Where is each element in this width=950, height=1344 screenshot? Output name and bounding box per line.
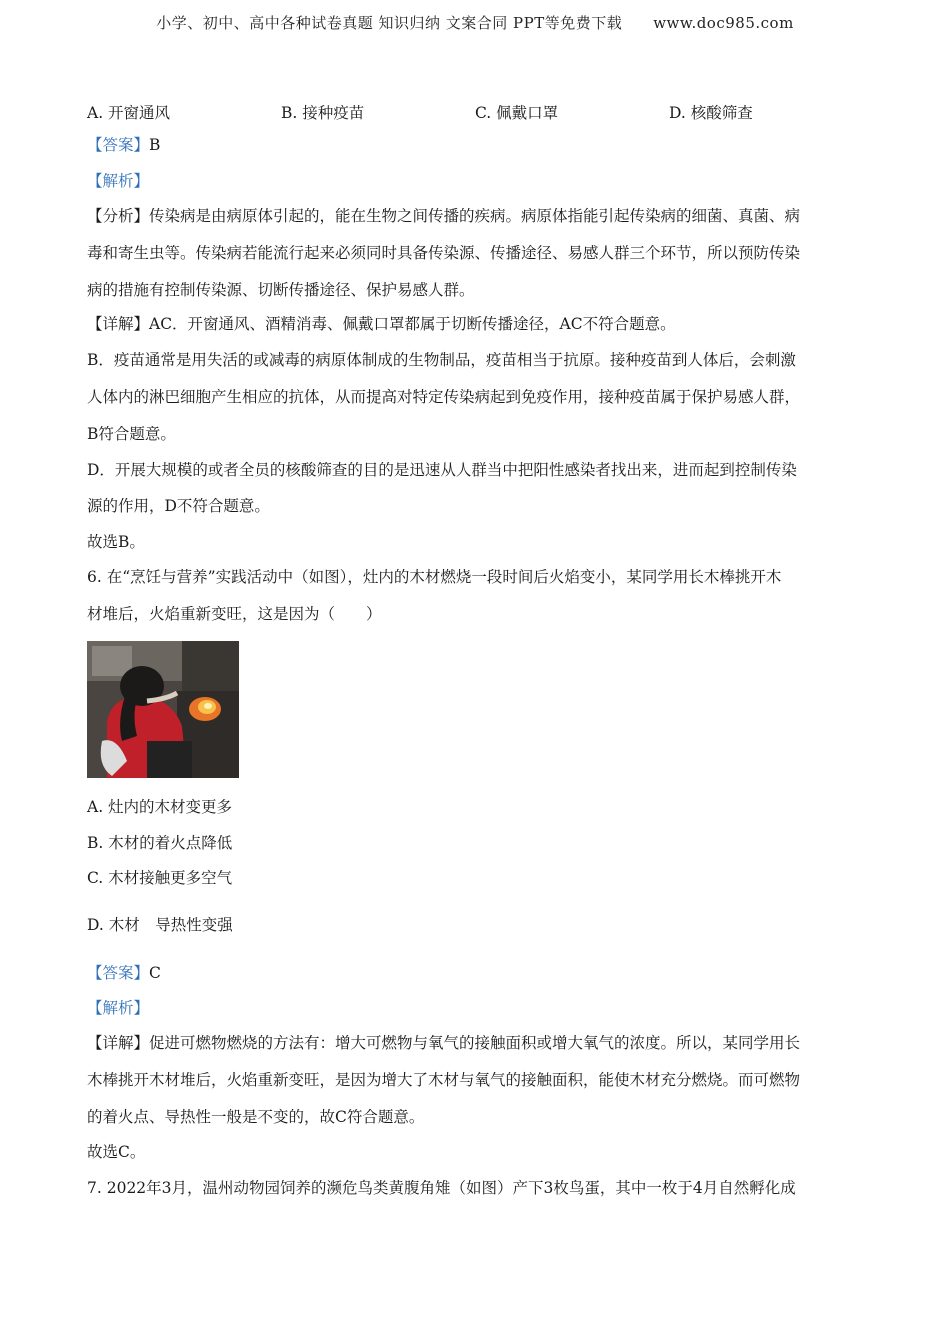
page-header: 小学、初中、高中各种试卷真题 知识归纳 文案合同 PPT等免费下载 www.doc985.com [156,14,794,32]
q6-option-b: B. 木材的着火点降低 [87,834,233,852]
q5-analysis-tag: 【解析】 [87,172,150,190]
answer-value: B [149,136,161,154]
answer-value: C [149,964,161,982]
q6-option-a: A. 灶内的木材变更多 [87,798,233,816]
q6-analysis-tag: 【解析】 [87,999,150,1017]
answer-tag: 【答案】 [87,136,150,154]
q6-stem: 6. 在“烹饪与营养”实践活动中（如图），灶内的木材燃烧一段时间后火焰变小，某同学用长木棒挑开木 [87,568,782,586]
q5-line: 人体内的淋巴细胞产生相应的抗体，从而提高对特定传染病起到免疫作用，接种疫苗属于保护易感人群， [87,388,801,406]
q6-line: 【详解】促进可燃物燃烧的方法有：增大可燃物与氧气的接触面积或增大氧气的浓度。所以，某同学用长 [87,1034,801,1052]
q5-line: 故选B。 [87,533,145,551]
q6-option-d: D. 木材 导热性变强 [87,916,233,934]
q5-line: 毒和寄生虫等。传染病若能流行起来必须同时具备传染源、传播途径、易感人群三个环节，所以预防传染 [87,244,801,262]
q5-option-b: B. 接种疫苗 [281,104,365,122]
q6-line: 故选C。 [87,1143,146,1161]
q5-line: B符合题意。 [87,425,176,443]
q5-line: D．开展大规模的或者全员的核酸筛查的目的是迅速从人群当中把阳性感染者找出来，进而起到控制传染 [87,461,797,479]
q5-option-d: D. 核酸筛查 [669,104,753,122]
q5-line: 【详解】AC．开窗通风、酒精消毒、佩戴口罩都属于切断传播途径，AC不符合题意。 [87,315,676,333]
q6-answer [87,963,161,983]
q5-answer [87,135,160,155]
q5-line: 【分析】传染病是由病原体引起的，能在生物之间传播的疾病。病原体指能引起传染病的细菌、真菌、病 [87,207,801,225]
answer-tag: 【答案】 [87,964,150,982]
q6-line: 木棒挑开木材堆后，火焰重新变旺，是因为增大了木材与氧气的接触面积，能使木材充分燃烧。而可燃物 [87,1071,801,1089]
q5-line: 源的作用，D不符合题意。 [87,497,270,515]
q5-option-c: C. 佩戴口罩 [475,104,559,122]
cooking-stove-photo [87,641,239,778]
q5-line: 病的措施有控制传染源、切断传播途径、保护易感人群。 [87,281,475,299]
q6-stem: 材堆后，火焰重新变旺，这是因为（ ） [87,605,382,623]
q6-line: 的着火点、导热性一般是不变的，故C符合题意。 [87,1108,425,1126]
q6-option-c: C. 木材接触更多空气 [87,869,233,887]
q5-line: B．疫苗通常是用失活的或减毒的病原体制成的生物制品，疫苗相当于抗原。接种疫苗到人体后，会刺激 [87,351,796,369]
q7-stem: 7. 2022年3月，温州动物园饲养的濒危鸟类黄腹角雉（如图）产下3枚鸟蛋，其中一枚于4月自然孵化成 [87,1179,796,1197]
q5-option-a: A. 开窗通风 [87,104,171,122]
